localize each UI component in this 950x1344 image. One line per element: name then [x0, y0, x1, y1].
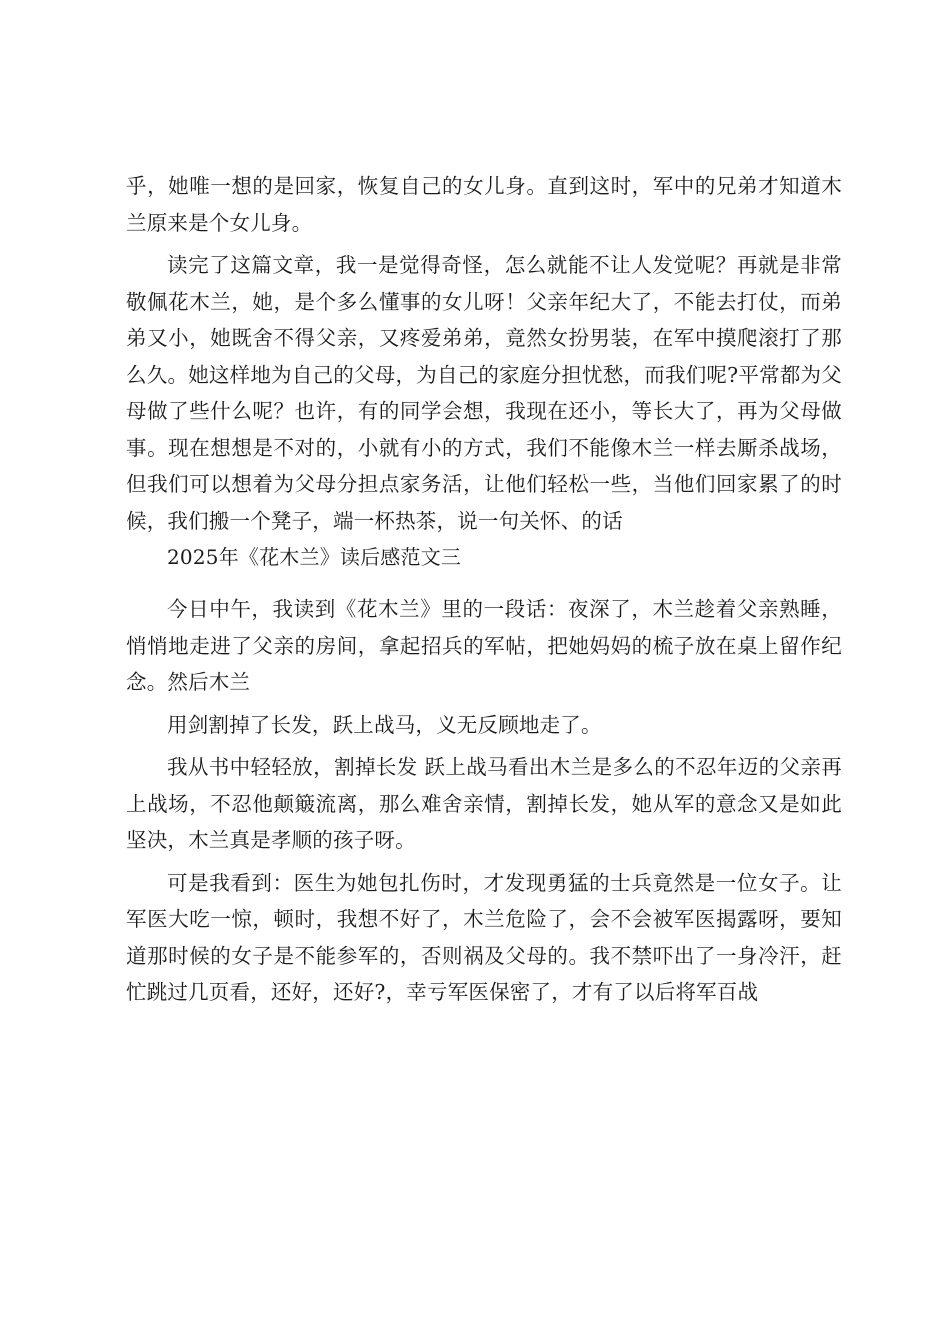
- paragraph-doctor: 可是我看到：医生为她包扎伤时，才发现勇猛的士兵竟然是一位女子。让军医大吃一惊，顿时，我想不好了，木兰危险了，会不会被军医揭露呀，要知道那时候的女子是不能参军的，否则祸及父母的。我不禁吓出了一身冷汗，赶忙跳过几页看，还好，还好?，幸亏军医保密了，才有了以后将军百战: [126, 870, 842, 1004]
- paragraph-filial: 我从书中轻轻放，割掉长发 跃上战马看出木兰是多么的不忍年迈的父亲再上战场，不忍他颠簸流离，那么难舍亲情，割掉长发，她从军的意念又是如此坚决，木兰真是孝顺的孩子呀。: [126, 755, 842, 852]
- paragraph-departure: 用剑割掉了长发，跃上战马，义无反顾地走了。: [167, 712, 602, 737]
- section-heading: 2025年《花木兰》读后感范文三: [167, 545, 462, 569]
- paragraph-reading: 今日中午，我读到《花木兰》里的一段话：夜深了，木兰趁着父亲熟睡，悄悄地走进了父亲的房间，拿起招兵的军帖，把她妈妈的梳子放在桌上留作纪念。然后木兰: [126, 597, 842, 694]
- paragraph-reflection: 读完了这篇文章，我一是觉得奇怪，怎么就能不让人发觉呢？再就是非常敬佩花木兰，她，是个多么懂事的女儿呀！父亲年纪大了，不能去打仗，而弟弟又小，她既舍不得父亲，又疼爱弟弟，竟然女扮男装，在军中摸爬滚打了那么久。她这样地为自己的父母，为自己的家庭分担忧愁，而我们呢?平常都为父母做了些什么呢？也许，有的同学会想，我现在还小，等长大了，再为父母做事。现在想想是不对的，小就有小的方式，我们不能像木兰一样去厮杀战场，但我们可以想着为父母分担点家务活，让他们轻松一些，当他们回家累了的时候，我们搬一个凳子，端一杯热茶，说一句关怀、的话: [126, 253, 842, 533]
- document-body: [126, 168, 842, 1011]
- paragraph-continuation: 乎，她唯一想的是回家，恢复自己的女儿身。直到这时，军中的兄弟才知道木兰原来是个女儿身。: [126, 174, 842, 235]
